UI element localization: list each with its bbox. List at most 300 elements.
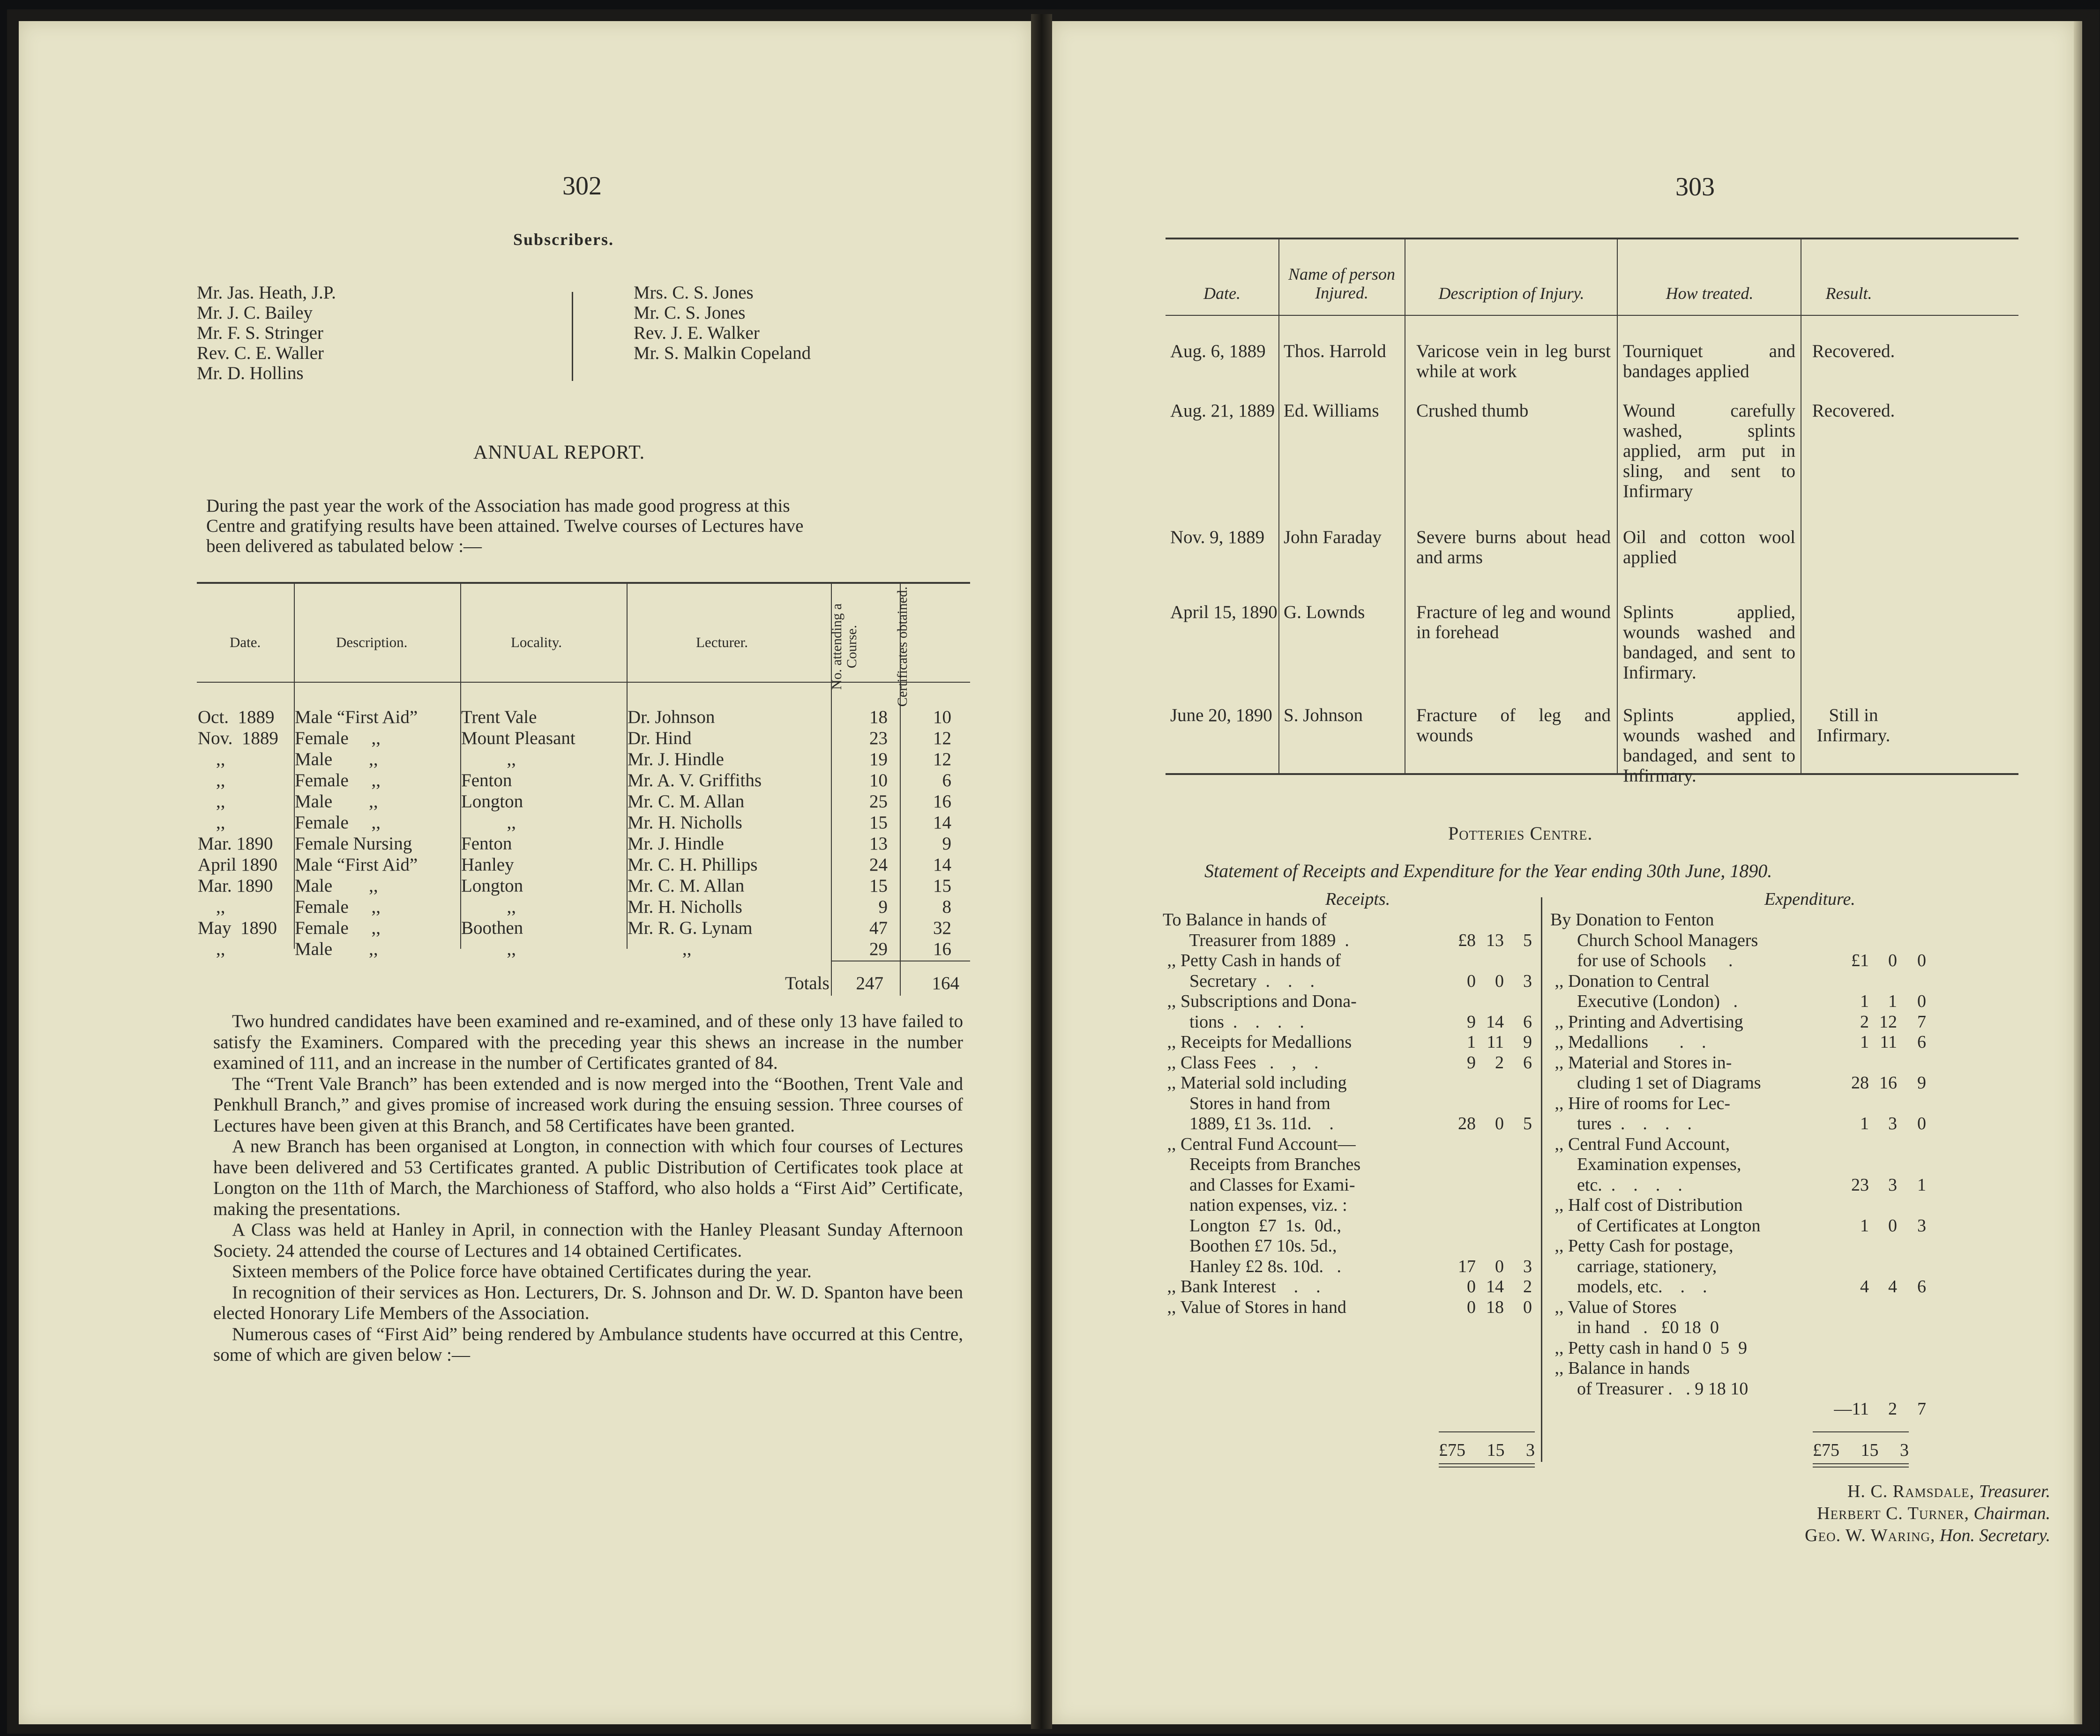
injury-header-result: Result.	[1825, 284, 1872, 303]
table-row	[198, 854, 962, 875]
cell-locality: ,,	[461, 939, 516, 959]
cell-certificates: 14	[933, 855, 951, 875]
injury-cell-description: Fracture of leg and wounds	[1416, 705, 1611, 745]
receipt-shillings	[1476, 1134, 1504, 1155]
receipt-pence: 5	[1523, 930, 1532, 950]
col-header-description: Description.	[336, 634, 408, 650]
receipt-pounds: 0	[1467, 1277, 1476, 1296]
injury-cell-treated: Wound carefully washed, splints applied, arm put in sling, and sent to Infirmary	[1623, 401, 1795, 501]
expenditure-pounds: 23	[1851, 1175, 1869, 1195]
expenditure-line	[1550, 1175, 1926, 1196]
cell-attending: 19	[869, 749, 888, 769]
expenditure-item: ,, Value of Stores	[1550, 1297, 1677, 1317]
expenditure-line	[1550, 1012, 1926, 1033]
cell-locality: ,,	[461, 897, 516, 917]
expenditure-line	[1550, 931, 1926, 951]
receipts-total-pence: 3	[1526, 1440, 1535, 1460]
cell-locality: Trent Vale	[461, 707, 537, 727]
receipt-pounds: 1	[1467, 1032, 1476, 1052]
receipts-total-shillings: 15	[1487, 1440, 1505, 1460]
col-header-attending: No. attending a Course.	[829, 603, 859, 690]
report-paragraph: A Class was held at Hanley in April, in connection with the Hanley Pleasant Sunday Afternoon Society. 24 attended the course of Lectures and 14 obtained Certificates.	[213, 1220, 963, 1261]
subscriber-name: Rev. C. E. Waller	[197, 343, 324, 363]
receipt-pounds	[1430, 910, 1476, 931]
expenditure-pence: 6	[1917, 1277, 1926, 1296]
receipt-item: Longton £7 1s. 0d.,	[1163, 1215, 1342, 1236]
cell-lecturer: Mr. H. Nicholls	[628, 897, 742, 917]
receipt-pence	[1504, 1073, 1532, 1094]
cell-date: Mar. 1890	[198, 876, 273, 896]
expenditure-shillings	[1869, 1053, 1897, 1073]
cell-lecturer: Mr. H. Nicholls	[628, 812, 742, 833]
receipt-pounds	[1430, 1195, 1476, 1216]
subscriber-name: Mr. D. Hollins	[197, 363, 304, 383]
injury-cell-result: Recovered.	[1812, 341, 1895, 361]
injury-cell-treated: Oil and cotton wool applied	[1623, 527, 1795, 567]
cell-attending: 47	[869, 918, 888, 938]
report-paragraph: Sixteen members of the Police force have obtained Certificates during the year.	[232, 1261, 812, 1282]
receipt-shillings: 11	[1487, 1032, 1504, 1052]
receipt-item: Boothen £7 10s. 5d.,	[1163, 1236, 1337, 1256]
expenditure-shillings: 2	[1888, 1399, 1897, 1419]
expenditure-pence	[1897, 1053, 1926, 1073]
receipt-shillings: 0	[1495, 1114, 1504, 1133]
cell-description: Female ,,	[295, 897, 381, 917]
col-header-locality: Locality.	[511, 634, 562, 650]
cell-date: ,,	[198, 897, 225, 917]
expenditure-line	[1550, 1358, 1926, 1379]
injury-cell-result: Still in Infirmary.	[1816, 705, 1891, 745]
receipt-pounds	[1430, 1155, 1476, 1175]
expenditure-shillings	[1869, 1134, 1897, 1155]
cell-certificates: 10	[933, 707, 951, 727]
expenditure-total-rule	[1813, 1431, 1909, 1432]
expenditure-pounds: 28	[1851, 1073, 1869, 1093]
subscriber-name: Mr. Jas. Heath, J.P.	[197, 283, 336, 303]
receipt-shillings	[1476, 951, 1504, 971]
expenditure-line	[1550, 1318, 1926, 1338]
receipt-pence	[1504, 1216, 1532, 1237]
expenditure-pounds	[1824, 1094, 1869, 1114]
expenditure-shillings: 3	[1888, 1175, 1897, 1195]
expenditure-pounds	[1824, 910, 1869, 931]
expenditure-shillings	[1869, 1236, 1897, 1257]
book-gutter	[1031, 14, 1052, 1729]
expenditure-item: cluding 1 set of Diagrams	[1550, 1073, 1761, 1093]
receipt-item: ,, Central Fund Account—	[1163, 1134, 1356, 1154]
expenditure-shillings: 0	[1888, 1215, 1897, 1236]
cell-date: Nov. 1889	[198, 728, 278, 748]
receipts-total	[1439, 1440, 1535, 1460]
cell-attending: 9	[878, 897, 888, 917]
receipt-line	[1163, 1073, 1532, 1094]
subscriber-name: Rev. J. E. Walker	[634, 323, 760, 343]
receipt-line	[1163, 1032, 1532, 1053]
injury-table-header-rule	[1166, 315, 2018, 316]
subscribers-list-2	[634, 283, 811, 363]
centre-title: Potteries Centre.	[1448, 823, 1593, 844]
injury-table-bottom-rule	[1166, 773, 2018, 775]
receipt-shillings: 2	[1495, 1052, 1504, 1073]
receipt-pence: 0	[1523, 1297, 1532, 1317]
totals-certificates: 164	[932, 973, 959, 993]
expenditure-shillings	[1869, 1094, 1897, 1114]
expenditure-item: ,, Central Fund Account,	[1550, 1134, 1730, 1154]
receipt-shillings: 14	[1486, 1012, 1504, 1032]
expenditure-shillings: 4	[1888, 1277, 1897, 1296]
expenditure-item: Executive (London) .	[1550, 991, 1738, 1011]
injury-cell-date: April 15, 1890	[1170, 602, 1278, 622]
expenditure-pounds: 1	[1860, 1032, 1869, 1052]
expenditure-line	[1550, 1053, 1926, 1073]
expenditure-pence	[1897, 910, 1926, 931]
expenditure-item: By Donation to Fenton	[1550, 910, 1714, 930]
receipt-line	[1163, 1195, 1532, 1216]
right-page	[1052, 21, 2074, 1724]
expenditure-total-pence: 3	[1900, 1440, 1909, 1460]
cell-description: Female Nursing	[295, 834, 412, 854]
cell-date: ,,	[198, 812, 225, 833]
receipt-line	[1163, 1175, 1532, 1196]
expenditure-line	[1550, 910, 1926, 931]
receipt-pence	[1504, 910, 1532, 931]
receipt-pence	[1504, 951, 1532, 971]
receipt-shillings: 0	[1495, 1256, 1504, 1276]
lectures-table	[198, 707, 962, 960]
receipt-pence	[1504, 991, 1532, 1012]
expenditure-total-pounds: £75	[1813, 1440, 1839, 1460]
receipt-pence: 2	[1523, 1277, 1532, 1296]
expenditure-line	[1550, 1277, 1926, 1297]
receipts-double-rule	[1439, 1467, 1535, 1468]
receipt-item: Treasurer from 1889 .	[1163, 930, 1349, 950]
expenditure-line	[1550, 1216, 1926, 1237]
receipt-shillings: 14	[1486, 1277, 1504, 1296]
injury-cell-name: S. Johnson	[1284, 705, 1363, 725]
expenditure-double-rule	[1813, 1463, 1909, 1464]
cell-description: Male ,,	[295, 749, 378, 769]
cell-certificates: 12	[933, 749, 951, 769]
cell-date: ,,	[198, 791, 225, 812]
receipts-total-rule	[1439, 1431, 1535, 1432]
cell-attending: 10	[869, 770, 888, 790]
receipt-pounds: £8	[1458, 930, 1476, 950]
cell-lecturer: Dr. Hind	[628, 728, 692, 748]
expenditure-shillings	[1869, 1257, 1897, 1277]
signatures	[1568, 1481, 2050, 1547]
receipt-shillings	[1476, 1155, 1504, 1175]
receipt-pence	[1504, 1195, 1532, 1216]
cell-lecturer: Mr. C. M. Allan	[628, 791, 745, 812]
expenditure-pounds	[1824, 1236, 1869, 1257]
cell-locality: Fenton	[461, 770, 512, 790]
injury-cell-treated: Tourniquet and bandages applied	[1623, 341, 1795, 381]
expenditure-item: etc. . . . .	[1550, 1175, 1682, 1195]
expenditure-shillings	[1869, 1358, 1897, 1379]
receipt-line	[1163, 1277, 1532, 1297]
receipt-pounds: 0	[1467, 1297, 1476, 1317]
cell-lecturer: Mr. J. Hindle	[628, 749, 724, 769]
receipt-pounds	[1430, 991, 1476, 1012]
expenditure-line	[1550, 991, 1926, 1012]
table-row	[198, 812, 962, 833]
cell-lecturer: Dr. Johnson	[628, 707, 715, 727]
injury-cell-name: John Faraday	[1284, 527, 1382, 547]
receipt-shillings	[1476, 1216, 1504, 1237]
receipt-item: To Balance in hands of	[1163, 910, 1327, 930]
cell-locality: Fenton	[461, 834, 512, 854]
table-row	[198, 833, 962, 854]
cell-certificates: 9	[942, 834, 951, 854]
cell-certificates: 16	[933, 939, 951, 959]
expenditure-pounds	[1824, 1257, 1869, 1277]
expenditure-pence: 7	[1917, 1012, 1926, 1032]
expenditure-line	[1550, 951, 1926, 971]
table-row	[198, 770, 962, 791]
left-page	[19, 21, 1031, 1724]
cell-date: ,,	[198, 749, 225, 769]
table-row	[198, 939, 962, 960]
cell-certificates: 14	[933, 812, 951, 833]
receipt-line	[1163, 971, 1532, 992]
expenditure-item: Examination expenses,	[1550, 1155, 1741, 1174]
table-row	[198, 896, 962, 917]
receipts-table	[1163, 910, 1532, 1318]
receipt-item: ,, Petty Cash in hands of	[1163, 951, 1341, 970]
expenditure-line	[1550, 1338, 1926, 1359]
receipt-pence: 5	[1523, 1114, 1532, 1133]
expenditure-pence	[1897, 1338, 1926, 1359]
cell-certificates: 32	[933, 918, 951, 938]
receipts-heading: Receipts.	[1325, 889, 1390, 909]
expenditure-line	[1550, 1195, 1926, 1216]
receipt-shillings	[1476, 1175, 1504, 1196]
expenditure-table	[1550, 910, 1926, 1420]
receipt-item: Stores in hand from	[1163, 1093, 1330, 1113]
cell-description: Male ,,	[295, 791, 378, 812]
cell-description: Male “First Aid”	[295, 707, 418, 727]
expenditure-pence	[1897, 1094, 1926, 1114]
cell-locality: Longton	[461, 876, 523, 896]
page-number: 303	[1675, 172, 1715, 201]
signature-secretary: Geo. W. Waring, Hon. Secretary.	[1805, 1526, 2050, 1545]
expenditure-item: Church School Managers	[1550, 930, 1758, 950]
receipt-pence	[1504, 1175, 1532, 1196]
receipt-item: Secretary . . .	[1163, 971, 1315, 991]
expenditure-pounds: 1	[1860, 991, 1869, 1011]
receipt-pence	[1504, 1236, 1532, 1257]
receipt-pounds	[1430, 1094, 1476, 1114]
cell-attending: 13	[869, 834, 888, 854]
report-paragraph: A new Branch has been organised at Longton, in connection with which four courses of Lectures have been delivered and 53 Certificates granted. A public Distribution of Certificates took place at Longton on the 11th of March, the Marchioness of Stafford, who also holds a “First Aid” Certificate, making the presentations.	[213, 1136, 963, 1219]
subscriber-name: Mr. F. S. Stringer	[197, 323, 323, 343]
receipt-pounds: 9	[1467, 1012, 1476, 1032]
expenditure-item: ,, Donation to Central	[1550, 971, 1710, 991]
receipt-pence: 6	[1523, 1012, 1532, 1032]
totals-label: Totals	[785, 973, 830, 993]
receipt-shillings: 0	[1495, 971, 1504, 991]
receipt-line	[1163, 1257, 1532, 1277]
receipt-item: 1889, £1 3s. 11d. .	[1163, 1114, 1334, 1133]
receipt-pounds: 0	[1467, 971, 1476, 991]
receipt-line	[1163, 1297, 1532, 1318]
expenditure-shillings: 0	[1888, 951, 1897, 970]
expenditure-pence	[1897, 1318, 1926, 1338]
expenditure-pounds	[1824, 1338, 1869, 1359]
expenditure-pounds: 1	[1860, 1114, 1869, 1133]
cell-date: May 1890	[198, 918, 277, 938]
table-row	[198, 749, 962, 770]
expenditure-line	[1550, 971, 1926, 992]
page-edge	[2074, 21, 2082, 1724]
cell-description: Female ,,	[295, 812, 381, 833]
expenditure-shillings: 11	[1880, 1032, 1897, 1052]
expenditure-item: for use of Schools .	[1550, 951, 1733, 970]
report-paragraph: Two hundred candidates have been examined and re-examined, and of these only 13 have failed to satisfy the Examiners. Compared with the preceding year this shews an increase in the number examined of 111, and an increase in the number of Certificates granted of 84.	[213, 1011, 963, 1073]
expenditure-pence: 0	[1917, 951, 1926, 970]
expenditure-pounds: 1	[1860, 1215, 1869, 1236]
injury-header-date: Date.	[1203, 284, 1241, 303]
expenditure-item: tures . . . .	[1550, 1114, 1692, 1133]
expenditure-pence	[1897, 971, 1926, 992]
expenditure-item: in hand . £0 18 0	[1550, 1318, 1719, 1337]
expenditure-item	[1550, 1399, 1824, 1420]
cell-certificates: 8	[942, 897, 951, 917]
receipt-item: tions . . . .	[1163, 1012, 1304, 1032]
cell-certificates: 6	[942, 770, 951, 790]
cell-date: ,,	[198, 939, 225, 959]
injury-cell-treated: Splints applied, wounds washed and bandaged, and sent to Infirmary.	[1623, 602, 1795, 683]
cell-locality: ,,	[461, 812, 516, 833]
expenditure-line	[1550, 1155, 1926, 1175]
expenditure-shillings	[1869, 1297, 1897, 1318]
intro-line: been delivered as tabulated below :—	[206, 536, 482, 556]
expenditure-line	[1550, 1134, 1926, 1155]
injury-cell-description: Varicose vein in leg burst while at work	[1416, 341, 1611, 381]
receipt-line	[1163, 1012, 1532, 1033]
receipt-item: ,, Subscriptions and Dona-	[1163, 991, 1357, 1011]
expenditure-pence: 0	[1917, 1114, 1926, 1133]
expenditure-shillings	[1869, 910, 1897, 931]
expenditure-pence: 7	[1917, 1399, 1926, 1419]
cell-lecturer: Mr. R. G. Lynam	[628, 918, 753, 938]
expenditure-pence	[1897, 1155, 1926, 1175]
cell-attending: 25	[869, 791, 888, 812]
subscribers-heading: Subscribers.	[513, 230, 614, 249]
expenditure-pence	[1897, 1297, 1926, 1318]
cell-certificates: 12	[933, 728, 951, 748]
cell-locality: Hanley	[461, 855, 514, 875]
receipt-item: ,, Material sold including	[1163, 1073, 1347, 1093]
receipt-shillings	[1476, 1073, 1504, 1094]
expenditure-shillings	[1869, 971, 1897, 992]
statement-title: Statement of Receipts and Expenditure for the Year ending 30th June, 1890.	[1204, 860, 1772, 881]
expenditure-item: ,, Petty Cash for postage,	[1550, 1236, 1734, 1256]
receipt-line	[1163, 951, 1532, 971]
injury-cell-date: June 20, 1890	[1170, 705, 1272, 725]
expenditure-item: of Treasurer . . 9 18 10	[1550, 1378, 1749, 1399]
receipt-pence: 9	[1523, 1032, 1532, 1052]
expenditure-pounds	[1824, 1297, 1869, 1318]
receipt-line	[1163, 1053, 1532, 1073]
injury-cell-result: Recovered.	[1812, 401, 1895, 421]
expenditure-pounds	[1824, 1358, 1869, 1379]
expenditure-heading: Expenditure.	[1764, 889, 1855, 909]
expenditure-item: ,, Half cost of Distribution	[1550, 1195, 1743, 1215]
table-row	[198, 707, 962, 728]
page-number: 302	[562, 171, 602, 201]
injury-cell-description: Fracture of leg and wound in forehead	[1416, 602, 1611, 642]
expenditure-shillings	[1869, 1155, 1897, 1175]
receipts-total-pounds: £75	[1439, 1440, 1465, 1460]
receipt-pounds	[1430, 1134, 1476, 1155]
receipt-line	[1163, 1114, 1532, 1134]
receipt-line	[1163, 910, 1532, 931]
injury-table-top-rule	[1166, 238, 2018, 239]
totals-attending: 247	[856, 973, 883, 993]
receipt-item: ,, Value of Stores in hand	[1163, 1297, 1346, 1317]
expenditure-double-rule	[1813, 1467, 1909, 1468]
expenditure-pence	[1897, 931, 1926, 951]
cell-attending: 18	[869, 707, 888, 727]
cell-description: Female ,,	[295, 728, 381, 748]
expenditure-pounds	[1824, 1134, 1869, 1155]
subscriber-name: Mrs. C. S. Jones	[634, 283, 754, 303]
report-heading: ANNUAL REPORT.	[473, 442, 645, 463]
receipt-shillings	[1476, 1094, 1504, 1114]
receipt-line	[1163, 1155, 1532, 1175]
expenditure-item: models, etc. . .	[1550, 1277, 1707, 1296]
expenditure-pounds: —11	[1834, 1399, 1869, 1419]
cell-date: Oct. 1889	[198, 707, 275, 727]
cell-description: Male ,,	[295, 876, 378, 896]
signature-chairman: Herbert C. Turner, Chairman.	[1817, 1504, 2050, 1523]
receipt-pence: 3	[1523, 1256, 1532, 1276]
expenditure-total-shillings: 15	[1861, 1440, 1879, 1460]
receipt-shillings	[1476, 910, 1504, 931]
injury-cell-name: Thos. Harrold	[1284, 341, 1386, 361]
intro-paragraph	[206, 496, 965, 556]
expenditure-line	[1550, 1114, 1926, 1134]
cell-lecturer: Mr. J. Hindle	[628, 834, 724, 854]
injury-header-name: Name of person Injured.	[1288, 265, 1395, 302]
expenditure-item: ,, Petty cash in hand 0 5 9	[1550, 1338, 1748, 1358]
injury-cell-name: G. Lownds	[1284, 602, 1365, 622]
receipt-pounds: 9	[1467, 1052, 1476, 1073]
expenditure-pence: 9	[1917, 1073, 1926, 1093]
expenditure-line	[1550, 1379, 1926, 1400]
expenditure-line	[1550, 1257, 1926, 1277]
receipt-item: and Classes for Exami-	[1163, 1175, 1355, 1195]
receipt-pounds	[1430, 951, 1476, 971]
intro-line: Centre and gratifying results have been attained. Twelve courses of Lectures have	[206, 516, 804, 536]
expenditure-shillings	[1869, 1379, 1897, 1400]
expenditure-item: ,, Hire of rooms for Lec-	[1550, 1093, 1731, 1113]
expenditure-pounds: 2	[1860, 1012, 1869, 1032]
expenditure-pence	[1897, 1195, 1926, 1216]
cell-locality: Mount Pleasant	[461, 728, 575, 748]
receipt-line	[1163, 1216, 1532, 1237]
report-body	[213, 1011, 963, 1366]
col-header-certificates: Certificates obtained.	[895, 586, 910, 707]
receipt-item: Hanley £2 8s. 10d. .	[1163, 1256, 1342, 1276]
receipt-line	[1163, 991, 1532, 1012]
injury-cell-description: Severe burns about head and arms	[1416, 527, 1611, 567]
expenditure-pence: 3	[1917, 1215, 1926, 1236]
cell-date: ,,	[198, 770, 225, 790]
table-row	[198, 875, 962, 896]
cell-lecturer: Mr. C. M. Allan	[628, 876, 745, 896]
